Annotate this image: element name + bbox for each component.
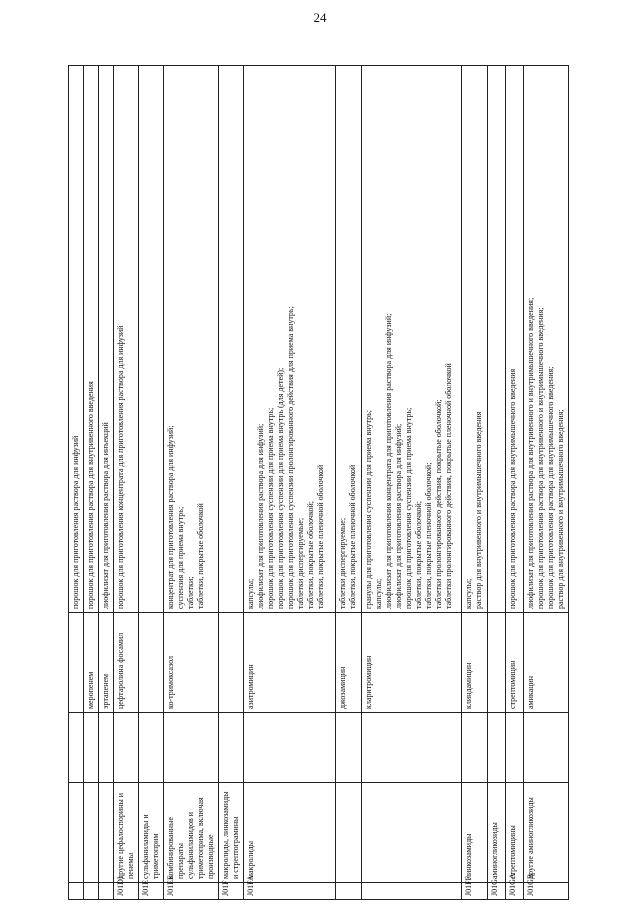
form-cell: лиофилизат для приготовления раствора для внутривенного и внутримышечного введения; порошок для приготовления раствора для внутривенного и внутримышечного введения; порошок для приготовления раствора для внутримышечного введения; раствор для внутривенного и внутримышечного введения; — [524, 66, 569, 613]
table-row — [139, 66, 164, 900]
group-cell: линкозамиды — [462, 783, 488, 883]
code-cell: J01GA — [506, 883, 524, 900]
spacer-cell — [99, 713, 114, 783]
form-cell: капсулы; лиофилизат для приготовления раствора для инфузий; порошок для приготовления суспензии для приема внутрь; порошок для приготовления суспензии для приема внутрь (для детей); порошок для приготовления суспензии пролонгированного действия для приема внутрь; таблетки диспергируемые; таблетки, покрытые оболочкой; таблетки, покрытые пленочной оболочкой — [244, 66, 336, 613]
form-cell: порошок для приготовления концентрата для приготовления раствора для инфузий — [114, 66, 139, 613]
group-cell — [84, 783, 99, 883]
inn-cell: цефтаролина фосамил — [114, 613, 139, 713]
form-cell — [488, 66, 506, 613]
spacer-cell — [488, 713, 506, 783]
inn-cell: кларитромицин — [362, 613, 462, 713]
table-row — [488, 66, 506, 900]
inn-cell: меропенем — [84, 613, 99, 713]
code-cell: J01FF — [462, 883, 488, 900]
inn-cell — [69, 613, 84, 713]
form-cell: концентрат для приготовления раствора для инфузий; суспензия для приема внутрь; таблетки; таблетки, покрытые оболочкой — [164, 66, 219, 613]
table-row — [524, 66, 569, 900]
table-row — [219, 66, 244, 900]
group-cell: аминогликозиды — [488, 783, 506, 883]
inn-cell: стрептомицин — [506, 613, 524, 713]
spacer-cell — [362, 713, 462, 783]
code-cell: J01FA — [244, 883, 336, 900]
spacer-cell — [506, 713, 524, 783]
spacer-cell — [139, 713, 164, 783]
code-cell: J01E — [139, 883, 164, 900]
table-row — [99, 66, 114, 900]
code-cell — [362, 883, 462, 900]
code-cell: J01G — [488, 883, 506, 900]
table-row — [164, 66, 219, 900]
drug-table-body — [69, 66, 569, 900]
inn-cell: эртапенем — [99, 613, 114, 713]
drug-table — [68, 65, 569, 900]
inn-cell: амикацин — [524, 613, 569, 713]
page-number: 24 — [313, 10, 327, 25]
code-cell: J01GB — [524, 883, 569, 900]
inn-cell — [139, 613, 164, 713]
inn-cell: джозамицин — [336, 613, 362, 713]
spacer-cell — [524, 713, 569, 783]
form-cell: лиофилизат для приготовления раствора для инъекций — [99, 66, 114, 613]
code-cell: J01DI — [114, 883, 139, 900]
inn-cell: азитромицин — [244, 613, 336, 713]
group-cell: стрептомицины — [506, 783, 524, 883]
spacer-cell — [114, 713, 139, 783]
inn-cell: ко-тримоксазол — [164, 613, 219, 713]
inn-cell: клиндамицин — [462, 613, 488, 713]
form-cell: капсулы; раствор для внутривенного и внутримышечного введения — [462, 66, 488, 613]
table-row — [336, 66, 362, 900]
code-cell — [69, 883, 84, 900]
spacer-cell — [244, 713, 336, 783]
table-row — [462, 66, 488, 900]
code-cell: J01F — [219, 883, 244, 900]
table-row — [506, 66, 524, 900]
form-cell — [219, 66, 244, 613]
group-cell: макролиды — [244, 783, 336, 883]
code-cell — [99, 883, 114, 900]
group-cell: другие аминогликозиды — [524, 783, 569, 883]
form-cell: порошок для приготовления раствора для инфузий — [69, 66, 84, 613]
form-cell: гранулы для приготовления суспензии для приема внутрь; капсулы; лиофилизат для приготовления концентрата для приготовления раствора для инфузий; лиофилизат для приготовления раствора для инфузий; порошок для приготовления суспензии для приема внутрь; таблетки, покрытые оболочкой; таблетки, покрытые пленочной оболочкой; таблетки пролонгированного действия, покрытые оболочкой; таблетки пролонгированного действия, покрытые пленочной оболочкой — [362, 66, 462, 613]
form-cell: порошок для приготовления раствора для внутримышечного введения — [506, 66, 524, 613]
drug-table-container — [68, 65, 563, 900]
group-cell — [99, 783, 114, 883]
group-cell — [336, 783, 362, 883]
spacer-cell — [336, 713, 362, 783]
inn-cell — [488, 613, 506, 713]
code-cell — [336, 883, 362, 900]
group-cell — [362, 783, 462, 883]
rotated-table-wrapper — [68, 65, 563, 900]
spacer-cell — [69, 713, 84, 783]
spacer-cell — [164, 713, 219, 783]
form-cell — [139, 66, 164, 613]
table-row — [362, 66, 462, 900]
group-cell: макролиды, линкозамиды и стрептограмины — [219, 783, 244, 883]
group-cell: комбинированные препараты сульфаниламидов и триметоприма, включая производные — [164, 783, 219, 883]
table-row — [244, 66, 336, 900]
table-row — [114, 66, 139, 900]
spacer-cell — [462, 713, 488, 783]
inn-cell — [219, 613, 244, 713]
form-cell: порошок для приготовления раствора для внутривенного введения — [84, 66, 99, 613]
spacer-cell — [219, 713, 244, 783]
spacer-cell — [84, 713, 99, 783]
code-cell — [84, 883, 99, 900]
group-cell: другие цефалоспорины и пенемы — [114, 783, 139, 883]
form-cell: таблетки диспергируемые; таблетки, покрытые пленочной оболочкой — [336, 66, 362, 613]
table-row — [84, 66, 99, 900]
table-row — [69, 66, 84, 900]
group-cell: сульфаниламиды и триметоприм — [139, 783, 164, 883]
group-cell — [69, 783, 84, 883]
code-cell: J01EE — [164, 883, 219, 900]
